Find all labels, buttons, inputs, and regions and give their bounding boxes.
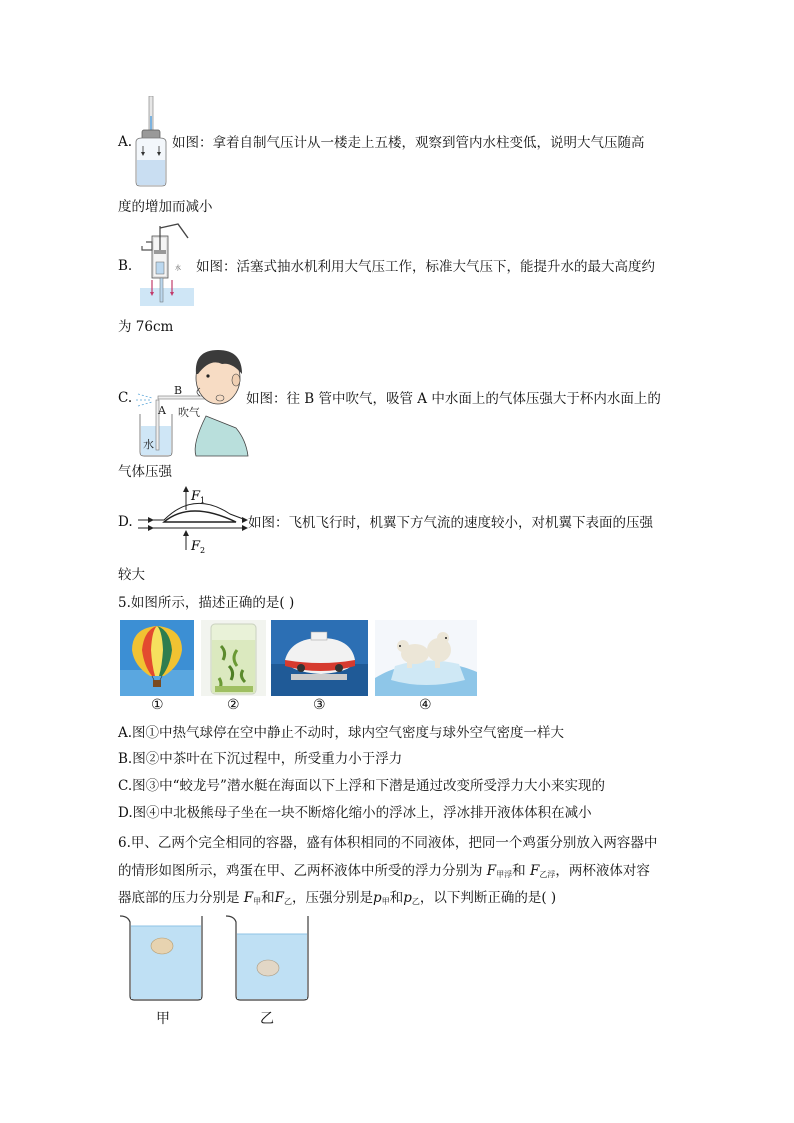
q5-stem: 5.如图所示，描述正确的是( ) [118,595,295,611]
option-b-letter: B. [118,258,133,274]
photo-polar-bears [375,620,477,696]
q6-line1: 6.甲、乙两个完全相同的容器，盛有体积相同的不同液体，把同一个鸡蛋分别放入两容器中 [118,835,658,851]
option-c-line2: 气体压强 [118,464,172,480]
option-a-line1: 如图：拿着自制气压计从一楼走上五楼，观察到管内水柱变低，说明大气压随高 [172,135,645,151]
photo-hot-air-balloon [120,620,194,696]
q5-option-c: C.图③中“蛟龙号”潜水艇在海面以下上浮和下潜是通过改变所受浮力大小来实现的 [118,778,605,794]
photo-caption-3: ③ [313,697,326,713]
option-a-line2: 度的增加而减小 [118,199,213,215]
svg-text:水: 水 [175,265,182,272]
water-label: 水 [143,438,154,451]
option-b-line2: 为 76cm [118,319,174,335]
q6-line3: 器底部的压力分别是 $F_甲$和$F_乙$，压强分别是$p_甲$和$p_乙$，以下判断正确的是( ) [118,890,557,906]
option-d-letter: D. [118,514,133,530]
photo-caption-2: ② [227,697,240,713]
wing-figure [134,484,252,560]
q5-option-d: D.图④中北极熊母子坐在一块不断熔化缩小的浮冰上，浮冰排开液体体积在减小 [118,805,592,821]
svg-text:F2: $F_2$ [191,539,206,555]
photo-submarine [271,620,368,696]
photo-tea-leaves [201,620,266,696]
q5-option-a: A.图①中热气球停在空中静止不动时，球内空气密度与球外空气密度一样大 [118,725,565,741]
option-c-letter: C. [118,390,133,406]
svg-text:F1: $F_1$ [191,489,206,505]
option-a-letter: A. [118,134,133,150]
q5-option-b: B.图②中茶叶在下沉过程中，所受重力小于浮力 [118,751,403,767]
pump-figure [138,222,196,306]
blowing-figure [132,344,250,458]
photo-caption-4: ④ [419,697,432,713]
option-c-line1: 如图：往 B 管中吹气，吸管 A 中水面上的气体压强大于杯内水面上的 [246,391,661,407]
beaker-yi-caption: 乙 [260,1011,274,1027]
option-b-line1: 如图：活塞式抽水机利用大气压工作，标准大气压下，能提升水的最大高度约 [196,259,655,275]
option-d-line1: 如图：飞机飞行时，机翼下方气流的速度较小，对机翼下表面的压强 [248,515,653,531]
barometer-figure [130,96,172,188]
photo-caption-1: ① [151,697,164,713]
blow-label: 吹气 [178,406,200,419]
beaker-yi-figure [224,912,310,1004]
q6-line2: 的情形如图所示，鸡蛋在甲、乙两杯液体中所受的浮力分别为 $F_{甲浮}$和 $F_{乙浮}$，两杯液体对容 [118,863,650,879]
tube-a-label: A [158,404,166,417]
tube-b-label: B [174,384,183,397]
option-d-line2: 较大 [118,567,145,583]
beaker-jia-caption: 甲 [156,1011,170,1027]
beaker-jia-figure [118,912,204,1004]
